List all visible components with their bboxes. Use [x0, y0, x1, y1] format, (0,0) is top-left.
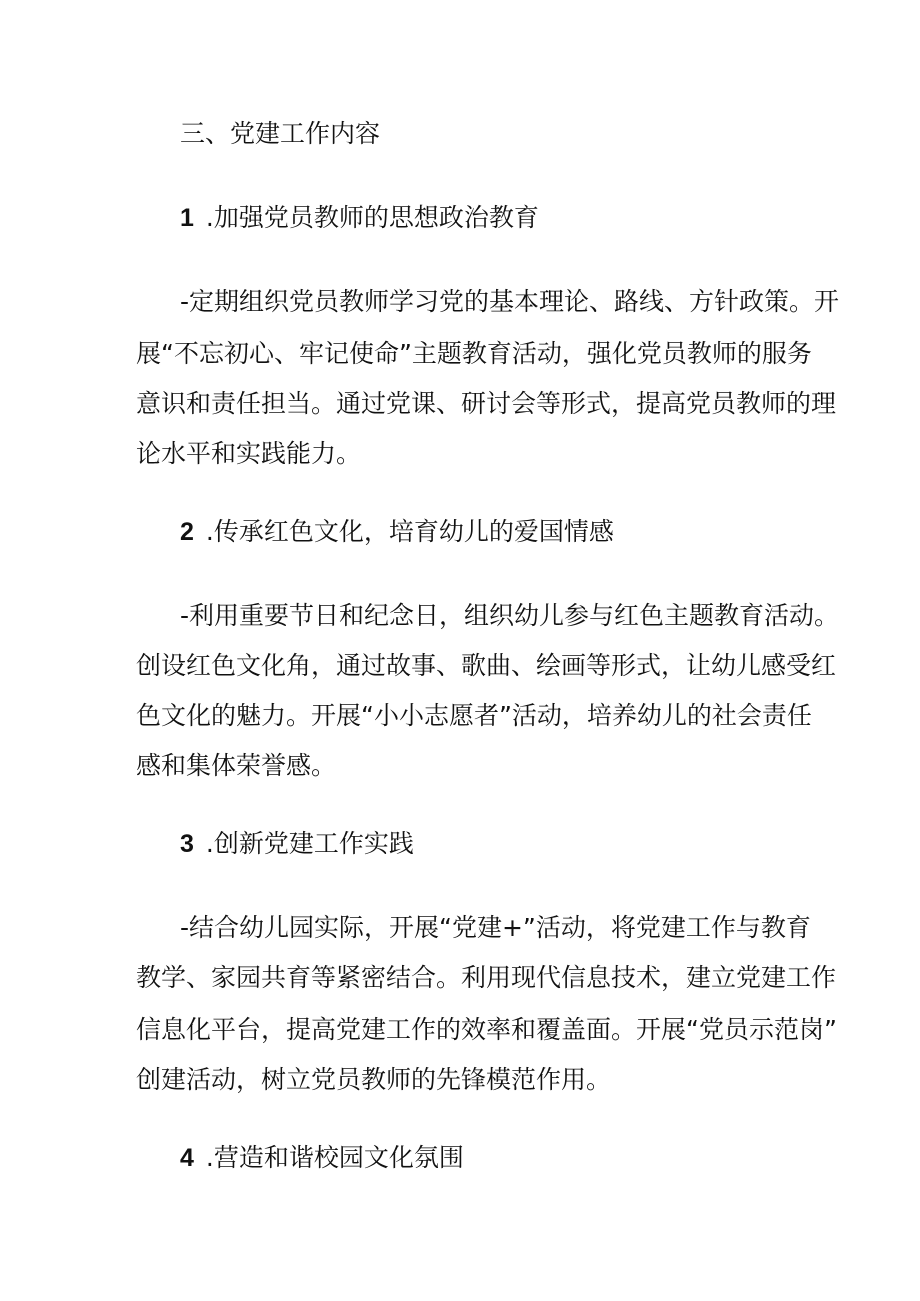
item-1-line-1: -定期组织党员教师学习党的基本理论、路线、方针政策。开 — [180, 287, 840, 316]
item-4-heading — [180, 1140, 464, 1176]
item-2-line-4: 感和集体荣誉感。 — [136, 751, 337, 780]
item-3-number: 3 — [180, 830, 194, 858]
item-1-number: 1 — [180, 204, 194, 232]
item-3-heading — [180, 826, 414, 862]
item-3-line-3: 信息化平台，提高党建工作的效率和覆盖面。开展“党员示范岗” — [136, 1015, 837, 1044]
item-2-number: 2 — [180, 518, 194, 546]
item-1-line-4: 论水平和实践能力。 — [136, 439, 362, 468]
item-2-heading — [180, 514, 614, 550]
item-2-line-3: 色文化的魅力。开展“小小志愿者”活动，培养幼儿的社会责任 — [136, 701, 812, 730]
item-2-line-2: 创设红色文化角，通过故事、歌曲、绘画等形式，让幼儿感受红 — [136, 651, 837, 680]
item-1-heading — [180, 200, 539, 236]
item-1-line-2: 展“不忘初心、牢记使命”主题教育活动，强化党员教师的服务 — [136, 339, 812, 368]
item-3-line-4: 创建活动，树立党员教师的先锋模范作用。 — [136, 1065, 612, 1094]
item-3-line-1: -结合幼儿园实际，开展“党建+”活动，将党建工作与教育 — [180, 913, 811, 942]
item-2-line-1: -利用重要节日和纪念日，组织幼儿参与红色主题教育活动。 — [180, 601, 840, 630]
item-3-line-2: 教学、家园共育等紧密结合。利用现代信息技术，建立党建工作 — [136, 963, 837, 992]
item-2-title: .传承红色文化，培育幼儿的爱国情感 — [205, 517, 614, 546]
item-4-number: 4 — [180, 1144, 194, 1172]
item-1-line-3: 意识和责任担当。通过党课、研讨会等形式，提高党员教师的理 — [136, 389, 837, 418]
item-1-title: .加强党员教师的思想政治教育 — [205, 203, 539, 232]
item-3-title: .创新党建工作实践 — [205, 829, 414, 858]
section-title: 三、党建工作内容 — [180, 119, 381, 148]
item-4-title: .营造和谐校园文化氛围 — [205, 1143, 464, 1172]
